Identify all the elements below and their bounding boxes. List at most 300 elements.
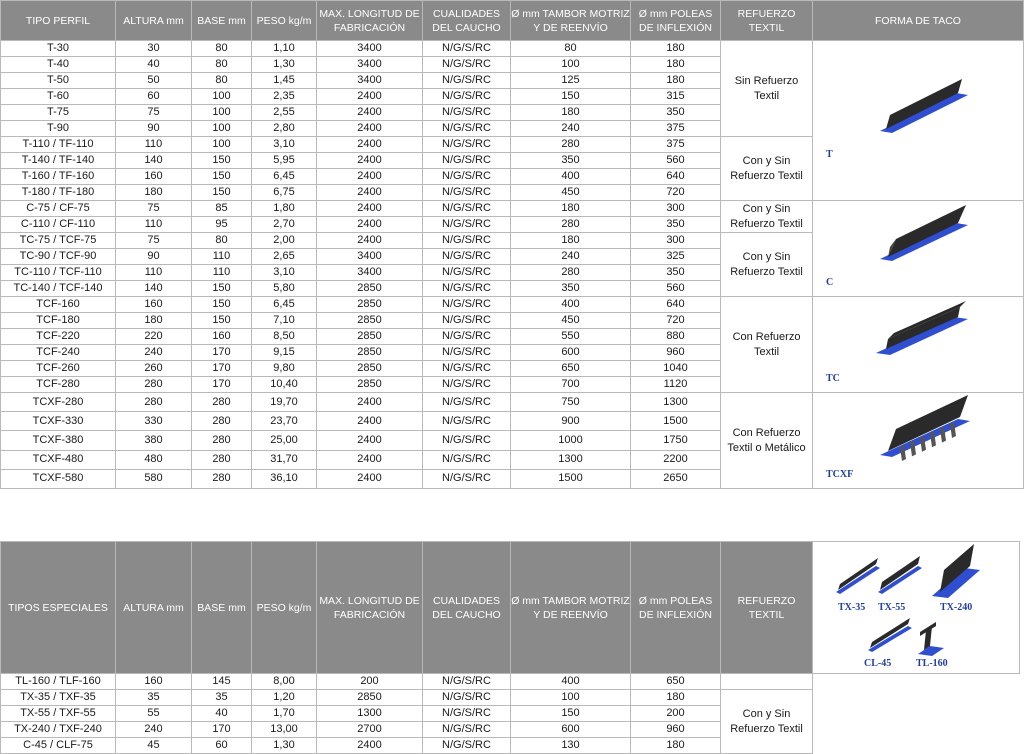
cell: 2400 xyxy=(317,153,423,169)
cell: N/G/S/RC xyxy=(423,73,511,89)
cell: 960 xyxy=(631,345,721,361)
t-shape-label: T xyxy=(826,149,833,160)
cell: 80 xyxy=(192,57,252,73)
cell: N/G/S/RC xyxy=(423,674,511,690)
cell: 3400 xyxy=(317,249,423,265)
special-types-table-body xyxy=(1,674,1020,754)
table-row xyxy=(1,738,1020,754)
col-header: FORMA DE TACO xyxy=(813,1,1024,41)
cell: TCF-280 xyxy=(1,377,116,393)
cell: N/G/S/RC xyxy=(423,185,511,201)
table-row xyxy=(1,722,1020,738)
cell: 280 xyxy=(511,137,631,153)
cell: 180 xyxy=(631,41,721,57)
cell: 2850 xyxy=(317,329,423,345)
col-header: ALTURA mm xyxy=(116,1,192,41)
cell: N/G/S/RC xyxy=(423,281,511,297)
cell: 2400 xyxy=(317,469,423,488)
cell: 9,80 xyxy=(252,361,317,377)
cell: C-45 / CLF-75 xyxy=(1,738,116,754)
cell: 450 xyxy=(511,185,631,201)
cell: 80 xyxy=(192,233,252,249)
cell: 2,80 xyxy=(252,121,317,137)
cell: 150 xyxy=(511,89,631,105)
cell: 150 xyxy=(511,706,631,722)
cell: 2700 xyxy=(317,722,423,738)
cell: 1300 xyxy=(511,450,631,469)
cell: 36,10 xyxy=(252,469,317,488)
cell: 1000 xyxy=(511,431,631,450)
col-header: ALTURA mm xyxy=(116,542,192,674)
cell: 180 xyxy=(511,105,631,121)
cell: 180 xyxy=(511,201,631,217)
cell: 400 xyxy=(511,297,631,313)
reinforcement-cell: Con y Sin Refuerzo Textil xyxy=(721,233,813,297)
cell: 280 xyxy=(511,265,631,281)
cell: 60 xyxy=(116,89,192,105)
cell: 1,45 xyxy=(252,73,317,89)
cell: 2,65 xyxy=(252,249,317,265)
cell: 60 xyxy=(192,738,252,754)
cell: 375 xyxy=(631,137,721,153)
cell: 3400 xyxy=(317,73,423,89)
reinforcement-cell: Con y Sin Refuerzo Textil xyxy=(721,201,813,233)
cell: T-110 / TF-110 xyxy=(1,137,116,153)
cell: N/G/S/RC xyxy=(423,265,511,281)
cell: TCF-260 xyxy=(1,361,116,377)
cell: T-30 xyxy=(1,41,116,57)
cell: 240 xyxy=(511,249,631,265)
cell: 650 xyxy=(631,674,721,690)
cell: 2400 xyxy=(317,412,423,431)
cell: 580 xyxy=(116,469,192,488)
cell: 100 xyxy=(511,57,631,73)
cell: 2,70 xyxy=(252,217,317,233)
cell: 1,30 xyxy=(252,738,317,754)
table-row xyxy=(1,674,1020,690)
cell: 2400 xyxy=(317,185,423,201)
cell: N/G/S/RC xyxy=(423,706,511,722)
cell: 2400 xyxy=(317,217,423,233)
cell: 75 xyxy=(116,233,192,249)
cell: 180 xyxy=(631,738,721,754)
cell: N/G/S/RC xyxy=(423,121,511,137)
table-row xyxy=(1,41,1024,57)
cell: 110 xyxy=(192,249,252,265)
col-header: REFUERZO TEXTIL xyxy=(721,542,813,674)
tcxf-profile-illustration xyxy=(818,393,1018,483)
cell: N/G/S/RC xyxy=(423,722,511,738)
cell: 35 xyxy=(192,690,252,706)
cell: TCF-220 xyxy=(1,329,116,345)
cell: 180 xyxy=(116,185,192,201)
cell: 1,70 xyxy=(252,706,317,722)
cell: 600 xyxy=(511,722,631,738)
cell: 2850 xyxy=(317,297,423,313)
cell: N/G/S/RC xyxy=(423,329,511,345)
cell: 350 xyxy=(511,281,631,297)
cell: N/G/S/RC xyxy=(423,249,511,265)
cell: 1,10 xyxy=(252,41,317,57)
cell: TX-35 / TXF-35 xyxy=(1,690,116,706)
col-header: PESO kg/m xyxy=(252,1,317,41)
cell: 2400 xyxy=(317,201,423,217)
cell: 260 xyxy=(116,361,192,377)
cell: C-75 / CF-75 xyxy=(1,201,116,217)
col-header: REFUERZO TEXTIL xyxy=(721,1,813,41)
cell: 140 xyxy=(116,281,192,297)
cell: TC-90 / TCF-90 xyxy=(1,249,116,265)
cell: 100 xyxy=(511,690,631,706)
cell: 8,50 xyxy=(252,329,317,345)
shape-image-cell xyxy=(813,297,1024,393)
cell: 160 xyxy=(116,169,192,185)
cell: 2400 xyxy=(317,169,423,185)
cell: 280 xyxy=(192,412,252,431)
tx-55-profile xyxy=(878,556,922,594)
cell: N/G/S/RC xyxy=(423,89,511,105)
cell: 180 xyxy=(631,57,721,73)
cell: 2,55 xyxy=(252,105,317,121)
cell: 560 xyxy=(631,153,721,169)
cell: N/G/S/RC xyxy=(423,450,511,469)
cell: 1500 xyxy=(631,412,721,431)
cell: 6,75 xyxy=(252,185,317,201)
cell: 220 xyxy=(116,329,192,345)
cell: 325 xyxy=(631,249,721,265)
tc-shape-label: TC xyxy=(826,373,840,384)
cell: 2850 xyxy=(317,345,423,361)
cell: TL-160 / TLF-160 xyxy=(1,674,116,690)
cell: N/G/S/RC xyxy=(423,217,511,233)
cell: 45 xyxy=(116,738,192,754)
cell: 10,40 xyxy=(252,377,317,393)
cell: 19,70 xyxy=(252,393,317,412)
col-header: Ø mm TAMBOR MOTRIZ Y DE REENVÍO xyxy=(511,1,631,41)
cell: C-110 / CF-110 xyxy=(1,217,116,233)
cell: N/G/S/RC xyxy=(423,738,511,754)
cell: 1300 xyxy=(631,393,721,412)
cell: 90 xyxy=(116,121,192,137)
col-header: BASE mm xyxy=(192,542,252,674)
cell: 560 xyxy=(631,281,721,297)
tx-240-label: TX-240 xyxy=(939,602,972,613)
cell: T-140 / TF-140 xyxy=(1,153,116,169)
cell: 2850 xyxy=(317,313,423,329)
cell: N/G/S/RC xyxy=(423,169,511,185)
col-header: PESO kg/m xyxy=(252,542,317,674)
cell: 6,45 xyxy=(252,169,317,185)
cell: 150 xyxy=(192,185,252,201)
c-profile-illustration xyxy=(818,201,1018,291)
cell: 1,30 xyxy=(252,57,317,73)
cell: N/G/S/RC xyxy=(423,41,511,57)
cell: 200 xyxy=(317,674,423,690)
cell: 31,70 xyxy=(252,450,317,469)
table-header-row xyxy=(1,542,1020,674)
cell: 90 xyxy=(116,249,192,265)
cell: 1,80 xyxy=(252,201,317,217)
cell: 30 xyxy=(116,41,192,57)
cell: 720 xyxy=(631,185,721,201)
col-header: CUALIDADES DEL CAUCHO xyxy=(423,1,511,41)
cell: 100 xyxy=(192,121,252,137)
cell: 2650 xyxy=(631,469,721,488)
tx-35-label: TX-35 xyxy=(837,602,865,613)
cell: 2400 xyxy=(317,105,423,121)
cell: 170 xyxy=(192,377,252,393)
cell: T-180 / TF-180 xyxy=(1,185,116,201)
cell: TCXF-280 xyxy=(1,393,116,412)
cell: 3,10 xyxy=(252,265,317,281)
cell: 300 xyxy=(631,201,721,217)
cell: 200 xyxy=(631,706,721,722)
shape-image-cell xyxy=(813,201,1024,297)
reinforcement-cell: Con y Sin Refuerzo Textil xyxy=(721,137,813,201)
cell: 110 xyxy=(192,265,252,281)
cell: TCXF-330 xyxy=(1,412,116,431)
cl-45-profile xyxy=(868,618,912,652)
cell: 80 xyxy=(511,41,631,57)
cell: 170 xyxy=(192,361,252,377)
cell: 180 xyxy=(631,690,721,706)
cell: 2400 xyxy=(317,89,423,105)
cell: T-75 xyxy=(1,105,116,121)
cell: 2400 xyxy=(317,738,423,754)
tl-160-label: TL-160 xyxy=(915,658,948,669)
cell: 140 xyxy=(116,153,192,169)
cell: T-160 / TF-160 xyxy=(1,169,116,185)
cell: 1120 xyxy=(631,377,721,393)
col-header: BASE mm xyxy=(192,1,252,41)
cell: N/G/S/RC xyxy=(423,57,511,73)
cell: N/G/S/RC xyxy=(423,361,511,377)
col-header: Ø mm TAMBOR MOTRIZ Y DE REENVÍO xyxy=(511,542,631,674)
cell: 280 xyxy=(192,393,252,412)
cell: TCXF-380 xyxy=(1,431,116,450)
cell: 280 xyxy=(192,431,252,450)
cell: T-40 xyxy=(1,57,116,73)
cell: 75 xyxy=(116,105,192,121)
cell: 400 xyxy=(511,674,631,690)
cell: 2400 xyxy=(317,233,423,249)
cell: 180 xyxy=(511,233,631,249)
special-profiles-illustration xyxy=(814,542,1019,670)
cell: TCF-180 xyxy=(1,313,116,329)
tx-240-profile xyxy=(932,544,980,598)
cell: 720 xyxy=(631,313,721,329)
cell: TCF-240 xyxy=(1,345,116,361)
col-header: TIPOS ESPECIALES xyxy=(1,542,116,674)
cell: 350 xyxy=(511,153,631,169)
cell: 380 xyxy=(116,431,192,450)
cell: 240 xyxy=(116,722,192,738)
cell: 110 xyxy=(116,217,192,233)
cell: 2400 xyxy=(317,137,423,153)
cell: 100 xyxy=(192,137,252,153)
cell: N/G/S/RC xyxy=(423,201,511,217)
cell: N/G/S/RC xyxy=(423,469,511,488)
cell: 3,10 xyxy=(252,137,317,153)
cell: N/G/S/RC xyxy=(423,431,511,450)
cell: T-50 xyxy=(1,73,116,89)
cell: 375 xyxy=(631,121,721,137)
cell: 150 xyxy=(192,297,252,313)
cell: N/G/S/RC xyxy=(423,153,511,169)
cell: 280 xyxy=(116,393,192,412)
tcxf-shape-label: TCXF xyxy=(826,469,854,480)
cell: TCF-160 xyxy=(1,297,116,313)
cell: 145 xyxy=(192,674,252,690)
special-types-table xyxy=(0,541,1020,754)
cell: 600 xyxy=(511,345,631,361)
cell: TX-240 / TXF-240 xyxy=(1,722,116,738)
cell: 160 xyxy=(116,674,192,690)
cell: T-90 xyxy=(1,121,116,137)
cell: N/G/S/RC xyxy=(423,313,511,329)
cell: 25,00 xyxy=(252,431,317,450)
cell: N/G/S/RC xyxy=(423,233,511,249)
cell: 280 xyxy=(192,450,252,469)
cell: 350 xyxy=(631,217,721,233)
cell: 240 xyxy=(511,121,631,137)
col-header: Ø mm POLEAS DE INFLEXIÓN xyxy=(631,1,721,41)
cell: 180 xyxy=(631,73,721,89)
table-header-row xyxy=(1,1,1024,41)
cell: 170 xyxy=(192,345,252,361)
cell: 640 xyxy=(631,297,721,313)
c-shape-label: C xyxy=(826,277,834,288)
cell: 280 xyxy=(511,217,631,233)
cell: 100 xyxy=(192,89,252,105)
cell: N/G/S/RC xyxy=(423,297,511,313)
reinforcement-cell xyxy=(721,674,813,690)
shape-image-cell xyxy=(813,41,1024,201)
shape-image-cell xyxy=(813,393,1024,489)
cell: 2400 xyxy=(317,121,423,137)
cell: 3400 xyxy=(317,57,423,73)
cell: N/G/S/RC xyxy=(423,137,511,153)
tx-35-profile xyxy=(836,558,880,594)
cell: 110 xyxy=(116,265,192,281)
cell: 23,70 xyxy=(252,412,317,431)
col-header: MAX. LONGITUD DE FABRICACIÓN xyxy=(317,1,423,41)
col-header: CUALIDADES DEL CAUCHO xyxy=(423,542,511,674)
cell: 50 xyxy=(116,73,192,89)
tx-55-label: TX-55 xyxy=(877,602,905,613)
cell: 6,45 xyxy=(252,297,317,313)
cell: 160 xyxy=(192,329,252,345)
cell: 2200 xyxy=(631,450,721,469)
cell: 300 xyxy=(631,233,721,249)
cell: 450 xyxy=(511,313,631,329)
table-row xyxy=(1,393,1024,412)
cell: N/G/S/RC xyxy=(423,105,511,121)
cell: 650 xyxy=(511,361,631,377)
table-row xyxy=(1,297,1024,313)
cell: 13,00 xyxy=(252,722,317,738)
cell: 2850 xyxy=(317,361,423,377)
cell: 150 xyxy=(192,153,252,169)
cell: 2400 xyxy=(317,393,423,412)
cell: 9,15 xyxy=(252,345,317,361)
cell: TCXF-480 xyxy=(1,450,116,469)
cell: 900 xyxy=(511,412,631,431)
cell: N/G/S/RC xyxy=(423,690,511,706)
cell: 40 xyxy=(192,706,252,722)
cell: 55 xyxy=(116,706,192,722)
table-row xyxy=(1,706,1020,722)
col-header: TIPO PERFIL xyxy=(1,1,116,41)
cell: 2850 xyxy=(317,377,423,393)
cell: 75 xyxy=(116,201,192,217)
reinforcement-cell: Con Refuerzo Textil o Metálico xyxy=(721,393,813,489)
cell: 150 xyxy=(192,313,252,329)
cell: 110 xyxy=(116,137,192,153)
cell: 480 xyxy=(116,450,192,469)
cell: 960 xyxy=(631,722,721,738)
cl-45-label: CL-45 xyxy=(863,658,891,669)
cell: 550 xyxy=(511,329,631,345)
cell: TCXF-580 xyxy=(1,469,116,488)
cell: 240 xyxy=(116,345,192,361)
cell: 280 xyxy=(192,469,252,488)
cell: 1750 xyxy=(631,431,721,450)
cell: 95 xyxy=(192,217,252,233)
cell: N/G/S/RC xyxy=(423,345,511,361)
cell: 180 xyxy=(116,313,192,329)
reinforcement-cell: Sin Refuerzo Textil xyxy=(721,41,813,137)
cell: 880 xyxy=(631,329,721,345)
cell: 80 xyxy=(192,73,252,89)
cell: 2400 xyxy=(317,450,423,469)
cell: 315 xyxy=(631,89,721,105)
cell: 7,10 xyxy=(252,313,317,329)
cell: 2,00 xyxy=(252,233,317,249)
col-header: MAX. LONGITUD DE FABRICACIÓN xyxy=(317,542,423,674)
cell: TC-110 / TCF-110 xyxy=(1,265,116,281)
cell: 170 xyxy=(192,722,252,738)
table-row xyxy=(1,201,1024,217)
cell: 1500 xyxy=(511,469,631,488)
col-header: Ø mm POLEAS DE INFLEXIÓN xyxy=(631,542,721,674)
cell: 400 xyxy=(511,169,631,185)
cell: 3400 xyxy=(317,41,423,57)
cell: 8,00 xyxy=(252,674,317,690)
cell: 130 xyxy=(511,738,631,754)
cell: TX-55 / TXF-55 xyxy=(1,706,116,722)
cell: 1,20 xyxy=(252,690,317,706)
cell: 700 xyxy=(511,377,631,393)
cell: N/G/S/RC xyxy=(423,412,511,431)
cell: 100 xyxy=(192,105,252,121)
cell: 2400 xyxy=(317,431,423,450)
cell: 150 xyxy=(192,281,252,297)
cell: TC-75 / TCF-75 xyxy=(1,233,116,249)
cell: 750 xyxy=(511,393,631,412)
cell: N/G/S/RC xyxy=(423,377,511,393)
cell: 350 xyxy=(631,105,721,121)
cell: T-60 xyxy=(1,89,116,105)
cell: TC-140 / TCF-140 xyxy=(1,281,116,297)
cell: 640 xyxy=(631,169,721,185)
tl-160-profile xyxy=(918,622,944,656)
table-row xyxy=(1,690,1020,706)
cell: 80 xyxy=(192,41,252,57)
cell: 35 xyxy=(116,690,192,706)
cell: 1300 xyxy=(317,706,423,722)
cell: 125 xyxy=(511,73,631,89)
